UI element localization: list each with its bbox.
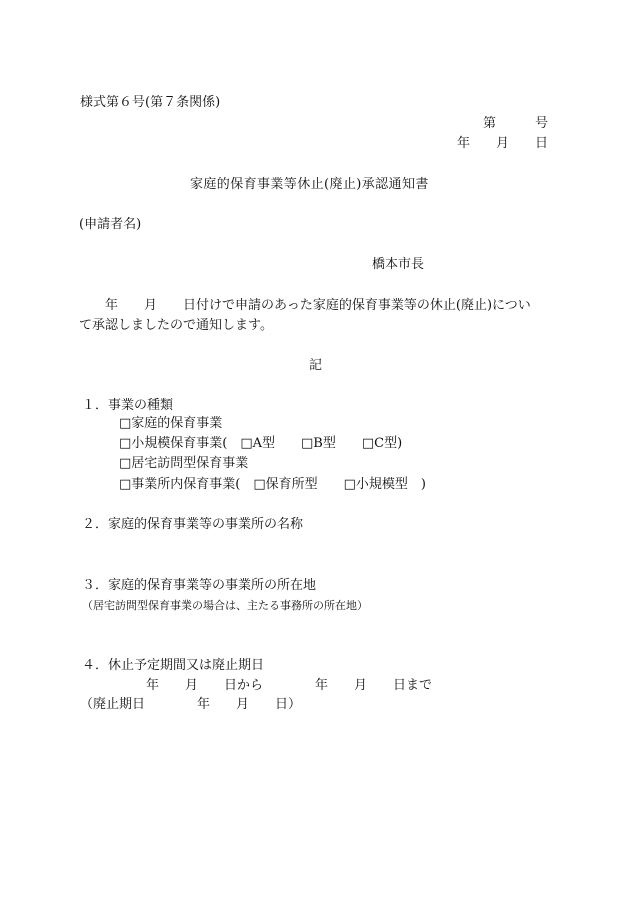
section-4-abolition-date: （廃止期日 年 月 日） bbox=[80, 697, 302, 712]
form-number: 様式第６号(第７条関係) bbox=[80, 95, 221, 110]
section-1-option-4: □事業所内保育事業( □保育所型 □小規模型 ) bbox=[119, 477, 426, 492]
document-number: 第 号 bbox=[482, 116, 548, 131]
applicant-name: (申請者名) bbox=[79, 217, 142, 232]
section-2-heading: ２．家庭的保育事業等の事業所の名称 bbox=[82, 517, 304, 532]
section-1-option-2: □小規模保育事業( □A型 □B型 □C型) bbox=[119, 436, 403, 451]
body-line-1: 年 月 日付けで申請のあった家庭的保育事業等の休止(廃止)につい bbox=[79, 298, 531, 313]
section-4-period: 年 月 日から 年 月 日まで bbox=[146, 678, 433, 693]
section-3-heading: ３．家庭的保育事業等の事業所の所在地 bbox=[82, 578, 317, 593]
section-3-note: （居宅訪問型保育事業の場合は、主たる事務所の所在地） bbox=[82, 599, 368, 612]
section-4-heading: ４．休止予定期間又は廃止期日 bbox=[82, 658, 265, 673]
issue-date: 年 月 日 bbox=[456, 136, 548, 151]
section-1-option-3: □居宅訪問型保育事業 bbox=[119, 456, 249, 471]
section-1-option-1: □家庭的保育事業 bbox=[119, 416, 223, 431]
document-title: 家庭的保育事業等休止(廃止)承認通知書 bbox=[190, 177, 429, 192]
section-1-heading: １．事業の種類 bbox=[82, 398, 174, 413]
issuer-name: 橋本市長 bbox=[372, 257, 425, 272]
ki-heading: 記 bbox=[309, 358, 323, 373]
body-line-2: て承認しましたので通知します。 bbox=[79, 318, 273, 333]
